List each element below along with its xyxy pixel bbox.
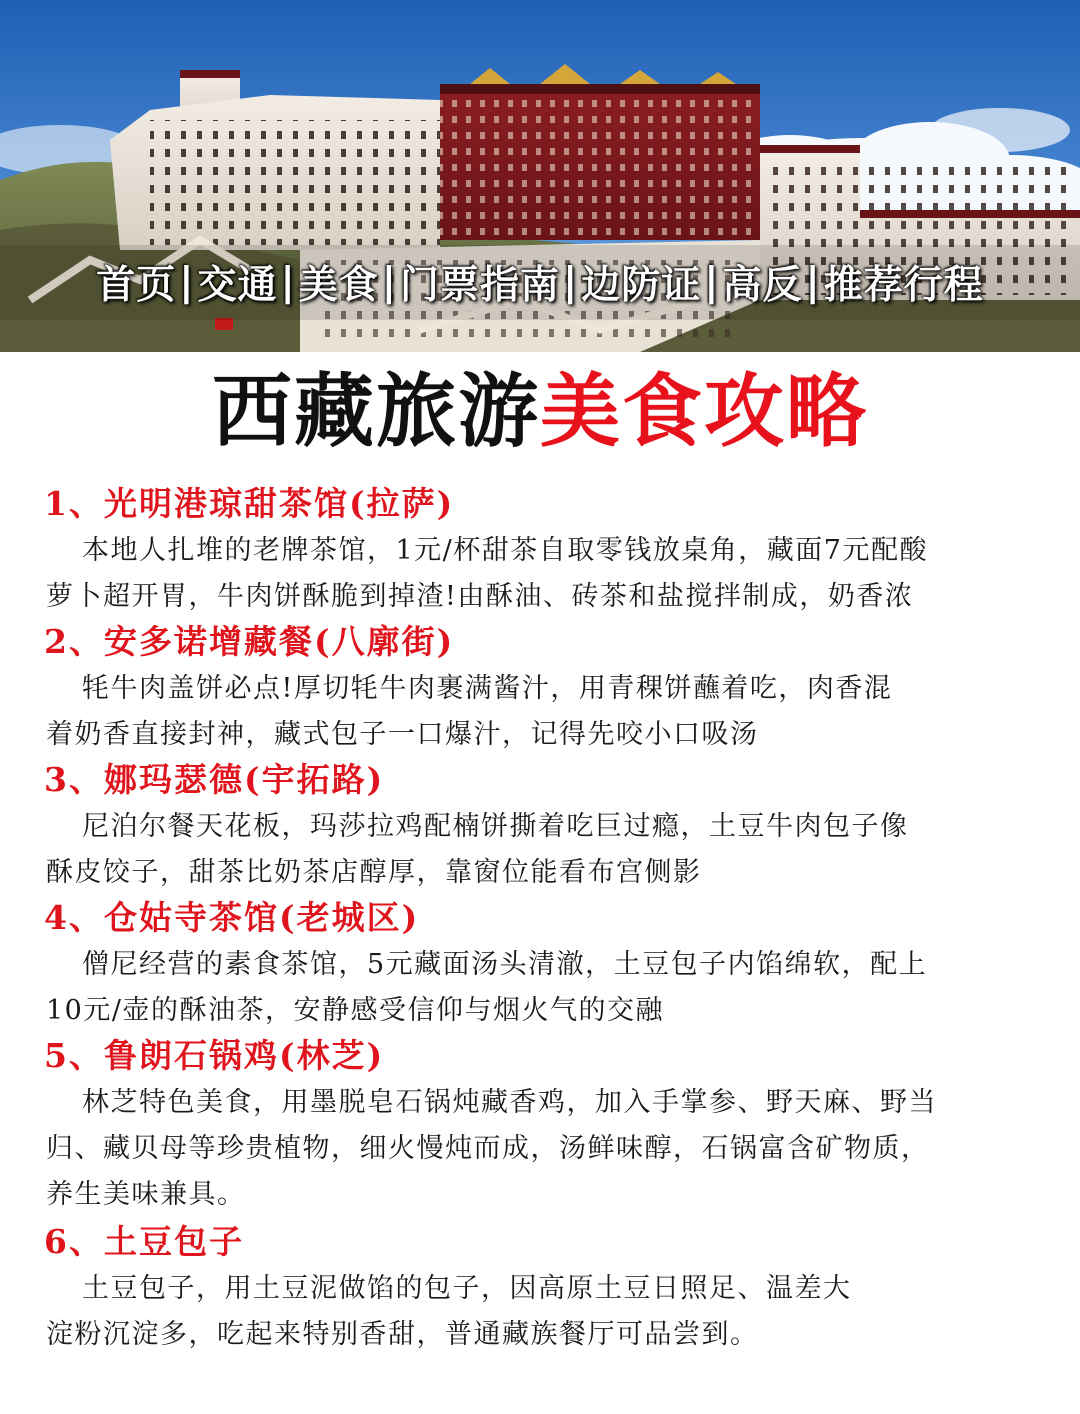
section-body xyxy=(0,942,1080,1034)
food-section-5 xyxy=(0,1032,1080,1218)
nav-item-tickets[interactable]: 门票指南 xyxy=(399,263,560,308)
body-line: 养生美味兼具。 xyxy=(46,1179,246,1210)
food-section-4 xyxy=(0,894,1080,1032)
body-line: 尼泊尔餐天花板，玛莎拉鸡配楠饼撕着吃巨过瘾，土豆牛肉包子像 xyxy=(82,811,909,842)
body-line: 本地人扎堆的老牌茶馆，1元/杯甜茶自取零钱放桌角，藏面7元配酸 xyxy=(82,535,928,566)
body-line: 淀粉沉淀多，吃起来特别香甜，普通藏族餐厅可品尝到。 xyxy=(46,1319,759,1350)
hero-banner xyxy=(0,0,1080,352)
nav-separator: | xyxy=(381,259,397,305)
section-heading: 5、鲁朗石锅鸡(林芝) xyxy=(44,1036,385,1075)
body-line: 萝卜超开胃，牛肉饼酥脆到掉渣!由酥油、砖茶和盐搅拌制成，奶香浓 xyxy=(46,581,914,612)
body-line: 着奶香直接封神，藏式包子一口爆汁，记得先咬小口吸汤 xyxy=(46,719,759,750)
section-heading: 4、仓姑寺茶馆(老城区) xyxy=(44,898,420,937)
body-line: 僧尼经营的素食茶馆，5元藏面汤头清澈，土豆包子内馅绵软，配上 xyxy=(82,949,928,980)
section-heading: 1、光明港琼甜茶馆(拉萨) xyxy=(44,484,455,523)
body-line: 林芝特色美食，用墨脱皂石锅炖藏香鸡，加入手掌参、野天麻、野当 xyxy=(82,1087,937,1118)
food-section-2 xyxy=(0,618,1080,756)
nav-separator: | xyxy=(563,259,579,305)
page-title-part2: 美食攻略 xyxy=(540,365,868,458)
section-body xyxy=(0,804,1080,896)
nav-separator: | xyxy=(805,259,821,305)
section-body xyxy=(0,666,1080,758)
top-nav xyxy=(0,252,1080,312)
section-body xyxy=(0,1266,1080,1358)
body-line: 酥皮饺子，甜茶比奶茶店醇厚，靠窗位能看布宫侧影 xyxy=(46,857,702,888)
food-section-6 xyxy=(0,1218,1080,1358)
body-line: 归、藏贝母等珍贵植物，细火慢炖而成，汤鲜味醇，石锅富含矿物质， xyxy=(46,1133,930,1164)
section-heading: 2、安多诺增藏餐(八廓街) xyxy=(44,622,455,661)
page-title xyxy=(0,362,1080,462)
nav-item-transport[interactable]: 交通 xyxy=(197,263,278,308)
body-line: 牦牛肉盖饼必点!厚切牦牛肉裹满酱汁，用青稞饼蘸着吃，肉香混 xyxy=(82,673,893,704)
food-section-3 xyxy=(0,756,1080,894)
nav-item-itinerary[interactable]: 推荐行程 xyxy=(823,263,984,308)
body-line: 土豆包子，用土豆泥做馅的包子，因高原土豆日照足、温差大 xyxy=(82,1273,852,1304)
nav-separator: | xyxy=(280,259,296,305)
section-body xyxy=(0,1080,1080,1218)
nav-item-altitude[interactable]: 高反 xyxy=(722,263,803,308)
section-body xyxy=(0,528,1080,620)
nav-item-home[interactable]: 首页 xyxy=(96,263,177,308)
nav-separator: | xyxy=(179,259,195,305)
food-list xyxy=(0,480,1080,1358)
nav-item-border-permit[interactable]: 边防证 xyxy=(581,263,702,308)
nav-item-food[interactable]: 美食 xyxy=(298,263,379,308)
body-line: 10元/壶的酥油茶，安静感受信仰与烟火气的交融 xyxy=(46,995,664,1026)
section-heading: 6、土豆包子 xyxy=(44,1222,244,1261)
nav-separator: | xyxy=(704,259,720,305)
page-title-part1: 西藏旅游 xyxy=(212,365,540,458)
section-heading: 3、娜玛瑟德(宇拓路) xyxy=(44,760,385,799)
food-section-1 xyxy=(0,480,1080,618)
